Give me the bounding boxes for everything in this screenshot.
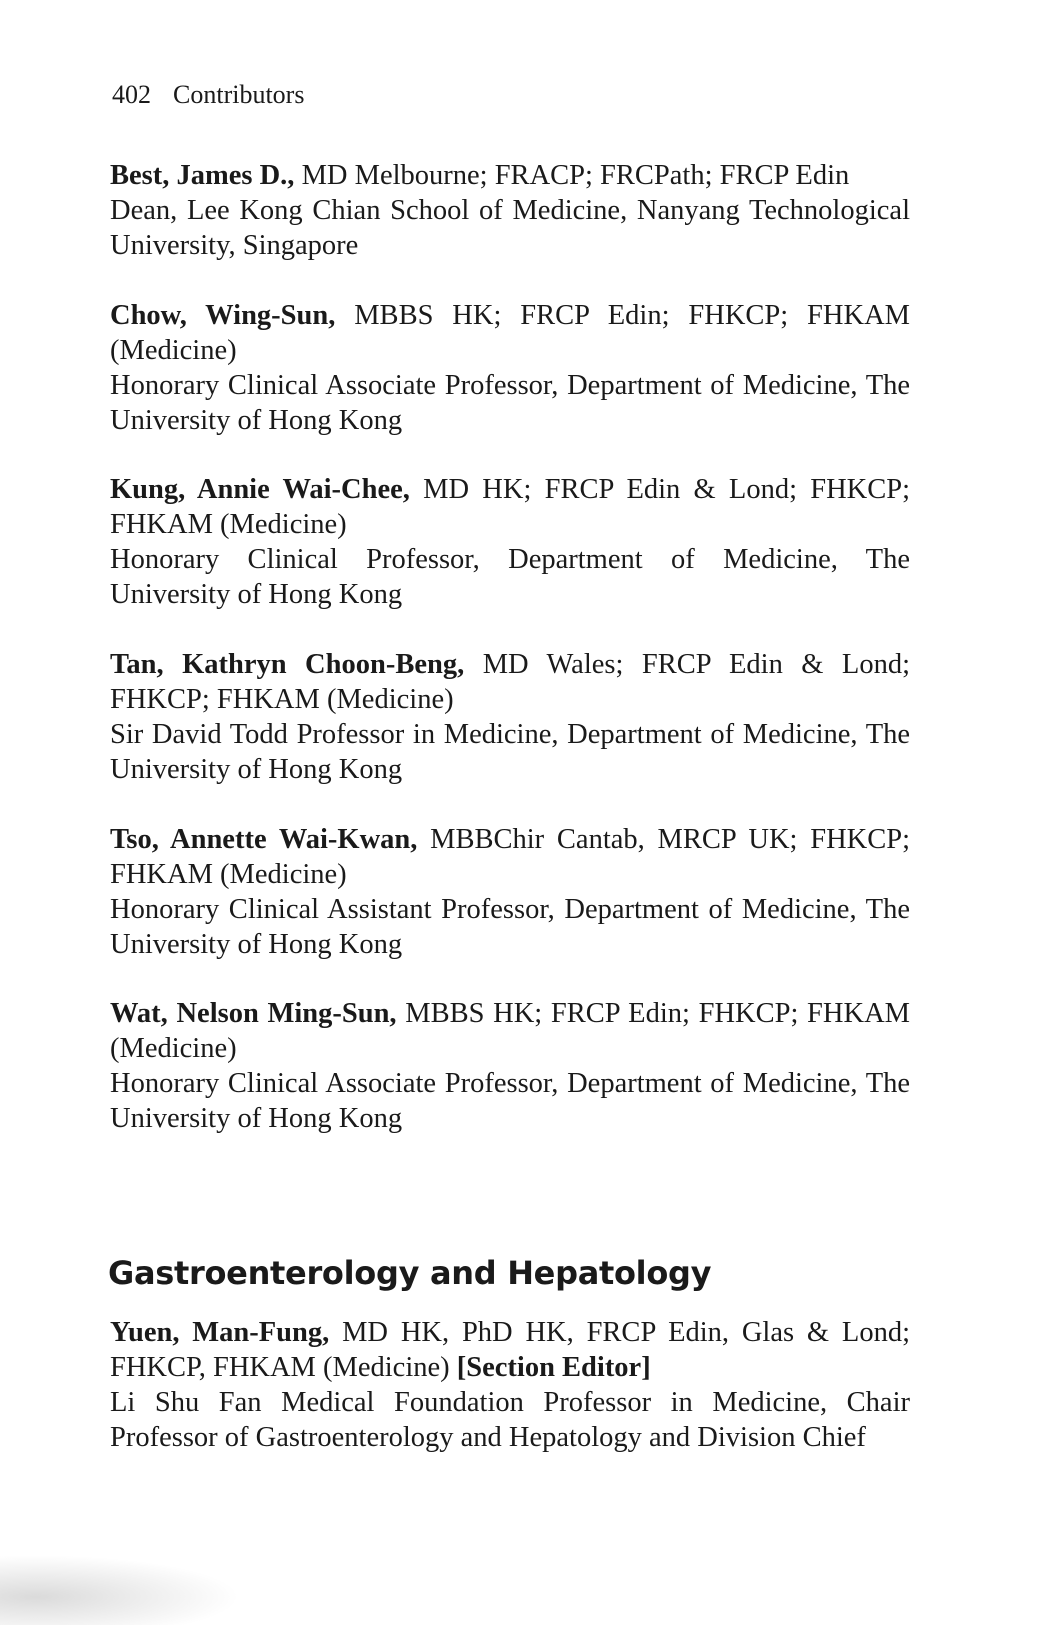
affiliation-line: Honorary Clinical Professor, Department of Medicine, The (110, 544, 910, 575)
affiliation-line: The University of Hong Kong (110, 370, 910, 436)
affiliation-line: The University of Hong Kong (110, 894, 910, 960)
contributor-name: Chow, Wing-Sun, (110, 300, 336, 331)
contributor-heading (110, 472, 910, 542)
affiliation-line: Professor of Gastroenterology and Hepatology and Division Chief (110, 1422, 866, 1453)
scan-smudge (0, 1555, 240, 1625)
contributor-affiliation (110, 1066, 910, 1136)
affiliation-line: The University of Hong Kong (110, 1068, 910, 1134)
contributor-credentials: MD HK; FRCP Edin & Lond; FHKCP; FHKAM (Medicine) (110, 474, 911, 540)
contributor-heading (110, 647, 910, 717)
running-head (112, 80, 304, 110)
page-number: 402 (112, 80, 151, 109)
affiliation-line: Honorary Clinical Assistant Professor, Department of Medicine, (110, 894, 857, 925)
contributor-entry (110, 298, 910, 438)
contributor-heading (110, 822, 910, 892)
contributor-affiliation (110, 368, 910, 438)
role-tag: [Section Editor] (456, 1352, 651, 1383)
running-title: Contributors (173, 80, 305, 109)
contributor-name: Best, James D., (110, 160, 295, 191)
contributor-credentials: MBBChir Cantab, MRCP UK; FHKCP; FHKAM (Medicine) (110, 824, 911, 890)
contributor-name: Tan, Kathryn Choon-Beng, (110, 649, 465, 680)
contributor-credentials: MBBS HK; FRCP Edin; FHKCP; FHKAM (Medicine) (110, 998, 910, 1064)
contributor-affiliation (110, 193, 910, 263)
contributor-affiliation (110, 717, 910, 787)
affiliation-line: Sir David Todd Professor in Medicine, Department of Medicine, (110, 719, 858, 750)
affiliation-line: University of Hong Kong (110, 579, 403, 610)
contributor-name: Wat, Nelson Ming-Sun, (110, 998, 397, 1029)
contributor-name: Yuen, Man-Fung, (110, 1317, 330, 1348)
affiliation-line: Honorary Clinical Associate Professor, Department of Medicine, (110, 1068, 858, 1099)
contributor-heading (110, 298, 910, 368)
contributor-entry (110, 822, 910, 962)
affiliation-line: Honorary Clinical Associate Professor, Department of Medicine, (110, 370, 858, 401)
contributor-name: Kung, Annie Wai-Chee, (110, 474, 410, 505)
contributor-affiliation (110, 892, 910, 962)
contributor-entry (110, 996, 910, 1136)
contributor-entry (110, 472, 910, 612)
contributor-credentials: MD Wales; FRCP Edin & Lond; FHKCP; FHKAM (Medicine) (110, 649, 910, 715)
contributor-entry (110, 158, 910, 263)
affiliation-line: Li Shu Fan Medical Foundation Professor in Medicine, Chair (110, 1387, 910, 1418)
contributor-entry (110, 1315, 910, 1455)
contributor-credentials: MBBS HK; FRCP Edin; FHKCP; FHKAM (Medicine) (110, 300, 910, 366)
contributor-heading (110, 996, 910, 1066)
contributor-affiliation (110, 1385, 910, 1455)
contributor-heading (110, 158, 910, 193)
affiliation-line: The University of Hong Kong (110, 719, 910, 785)
contributor-heading (110, 1315, 910, 1385)
section-heading: Gastroenterology and Hepatology (108, 1254, 712, 1292)
contributor-credentials: MD HK, PhD HK, FRCP Edin, Glas & Lond; FHKCP, FHKAM (Medicine) (110, 1317, 910, 1383)
affiliation-line: Dean, Lee Kong Chian School of Medicine, Nanyang Technological (110, 195, 910, 226)
contributor-affiliation (110, 542, 910, 612)
contributor-credentials: MD Melbourne; FRACP; FRCPath; FRCP Edin (301, 160, 850, 191)
contributor-entry (110, 647, 910, 787)
contributor-name: Tso, Annette Wai-Kwan, (110, 824, 418, 855)
affiliation-line: University, Singapore (110, 230, 359, 261)
